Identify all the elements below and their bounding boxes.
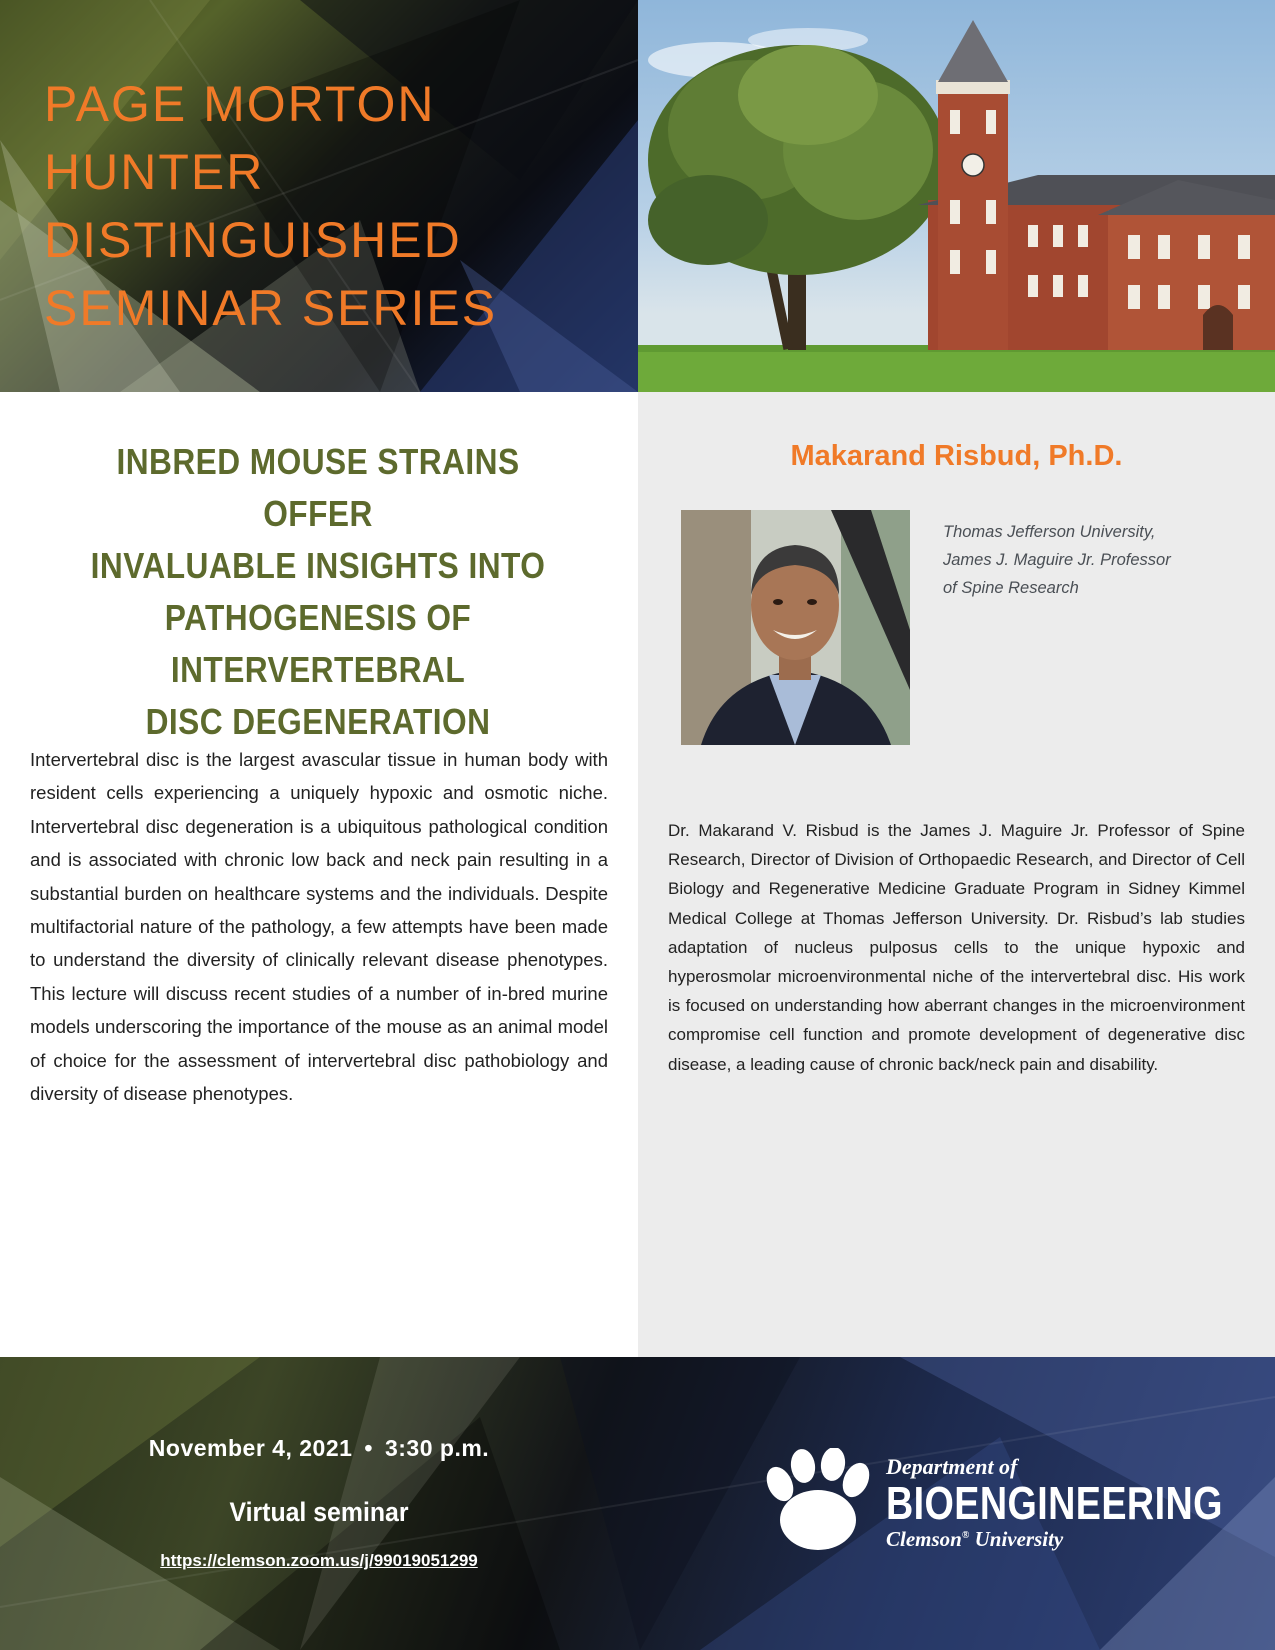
tillman-hall-illustration (638, 0, 1275, 392)
event-format: Virtual seminar (229, 1497, 409, 1527)
speaker-name: Makarand Risbud, Ph.D. (790, 440, 1123, 472)
talk-title-line: INBRED MOUSE STRAINS OFFER (116, 441, 520, 534)
affiliation-line: James J. Maguire Jr. Professor (943, 551, 1171, 569)
speaker-affiliation (943, 518, 1243, 602)
event-date: November 4, 2021 (148, 1435, 353, 1461)
speaker-bio: Dr. Makarand V. Risbud is the James J. Maguire Jr. Professor of Spine Research, Director of Division of Orthopaedic Research, and Director of Cell Biology and Regenerative Medicine Graduate Program in Sidney Kimmel Medical College at Thomas Jefferson University. Dr. Risbud’s lab studies adaptation of nucleus pulposus cells to the unique hypoxic and hyperosmolar microenvironmental niche of the intervertebral disc. His work is focused on understanding how aberrant changes in the microenvironment compromise cell function and promote development of degenerative disc disease, a leading cause of chronic back/neck pain and disability. (668, 821, 1245, 1074)
university-suffix: University (969, 1527, 1064, 1551)
university-name: Clemson® University (886, 1527, 1064, 1551)
zoom-link[interactable]: https://clemson.zoom.us/j/99019051299 (160, 1551, 478, 1570)
campus-photo (638, 0, 1275, 392)
series-title-line: SEMINAR SERIES (44, 280, 498, 336)
series-title-line: DISTINGUISHED (44, 212, 462, 268)
series-title-line: PAGE MORTON (44, 76, 436, 132)
university-word: Clemson (886, 1527, 962, 1551)
talk-title-line: DISC DEGENERATION (145, 701, 491, 742)
department-logo (886, 1455, 1275, 1550)
affiliation-line: of Spine Research (943, 579, 1079, 597)
speaker-portrait (681, 510, 910, 745)
department-name: BIOENGINEERING (886, 1477, 1223, 1529)
department-prefix: Department of (886, 1454, 1018, 1479)
affiliation-line: Thomas Jefferson University, (943, 523, 1156, 541)
talk-title (63, 436, 573, 748)
series-title (44, 70, 497, 342)
series-title-line: HUNTER (44, 144, 265, 200)
talk-title-line: INVALUABLE INSIGHTS INTO (90, 545, 546, 586)
bullet-separator: • (364, 1435, 373, 1461)
event-datetime (0, 1435, 638, 1462)
talk-abstract: Intervertebral disc is the largest avascular tissue in human body with resident cells experiencing a uniquely hypoxic and osmotic niche. Intervertebral disc degeneration is a ubiquitous pathological condition and is associated with chronic low back and neck pain resulting in a substantial burden on healthcare systems and the individuals. Despite multifactorial nature of the pathology, a few attempts have been made to understand the diversity of clinically relevant disease phenotypes. This lecture will discuss recent studies of a number of in-bred murine models underscoring the importance of the mouse as an animal model of choice for the assessment of intervertebral disc pathobiology and diversity of disease phenotypes. (30, 749, 608, 1105)
talk-title-line: PATHOGENESIS OF INTERVERTEBRAL (164, 597, 472, 690)
speaker-photo (681, 510, 910, 745)
event-time: 3:30 p.m. (384, 1435, 490, 1461)
header-banner (0, 0, 638, 392)
